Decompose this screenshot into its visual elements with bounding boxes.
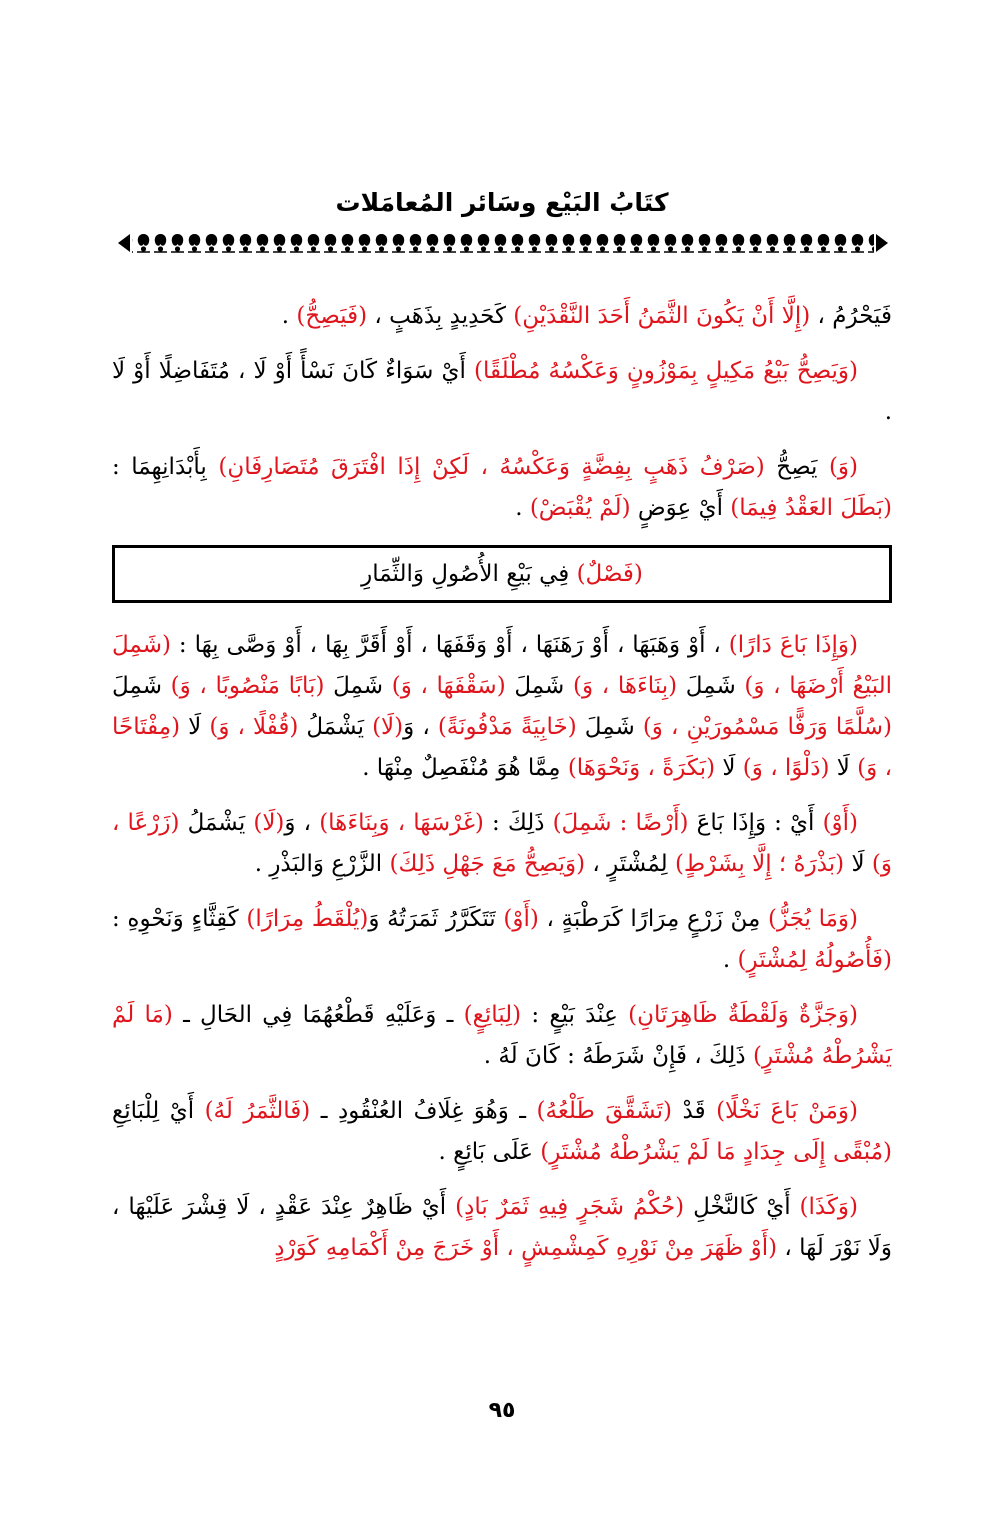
text-run: لِمُشْتَرٍ ، (585, 851, 675, 877)
quoted-matn: (غَرْسَهَا ، وَبِنَاءَهَا) (319, 810, 484, 836)
quoted-matn: (أَوْ) (822, 810, 859, 836)
quoted-matn: (شَمِلَ البَيْعُ أَرْضَهَا ، وَ) (112, 632, 893, 699)
quoted-matn: (قُفْلًا ، وَ) (209, 714, 299, 740)
quoted-matn: (وَ) (828, 454, 859, 480)
text-run: شَمِلَ (505, 673, 573, 699)
text-run: فَيَحْرُمُ ، (810, 303, 892, 329)
paragraph (112, 995, 892, 1077)
text-run: أَيْ ظَاهِرٌ عِنْدَ عَقْدٍ ، لَا قِشْرَ عَلَيْهَا ، وَلَا نَوْرَ لَهَا ، (112, 1194, 892, 1261)
quoted-matn: (صَرْفُ ذَهَبٍ بِفِضَّةٍ وَعَكْسُهُ ، لَكِنْ إِذَا افْتَرَقَ مُتَصَارِفَانِ) (218, 454, 765, 480)
text-run: عَلَى بَائِعٍ . (438, 1139, 541, 1165)
paragraph (112, 296, 892, 337)
text-run: الزَّرْعِ وَالبَذْرِ . (254, 851, 390, 877)
section-label: (فَصْلٌ) (576, 561, 643, 587)
quoted-matn: (مُبْقًى إِلَى جِدَادٍ مَا لَمْ يَشْرُطْهُ مُشْتَرٍ) (540, 1139, 892, 1165)
quoted-matn: (وَمَا يُجَزُّ) (768, 906, 859, 932)
quoted-matn: (أَرْضًا : شَمِلَ) (552, 810, 689, 836)
text-run: لَا (844, 851, 872, 877)
text-run: شَمِلَ (324, 673, 392, 699)
text-run: ، وَ (403, 714, 438, 740)
paragraph (112, 803, 892, 885)
paragraph (112, 1091, 892, 1173)
text-run: تَتَكَرَّرُ ثَمَرَتُهُ وَ (368, 906, 504, 932)
quoted-matn: (مَا لَمْ يَشْرُطْهُ مُشْتَرٍ) (112, 1002, 892, 1069)
text-run: ـ وَهُوَ غِلَافُ العُنْقُودِ ـ (310, 1098, 537, 1124)
quoted-matn: (فَالثَّمَرُ لَهُ) (204, 1098, 311, 1124)
quoted-matn: (وَكَذَا) (799, 1194, 858, 1220)
quoted-matn: (مِفْتَاحًا ، وَ) (112, 714, 892, 781)
quoted-matn: (وَيَصِحُّ مَعَ جَهْلِ ذَلِكَ) (389, 851, 586, 877)
text-run: يَشْمَلُ (298, 714, 373, 740)
quoted-matn: (لَمْ يُقْبَضْ) (529, 495, 631, 521)
text-run: شَمِلَ (576, 714, 643, 740)
text-run: لَا (180, 714, 210, 740)
paragraph (112, 351, 892, 433)
quoted-matn: (حُكْمُ شَجَرٍ فِيهِ ثَمَرٌ بَادٍ) (455, 1194, 685, 1220)
paragraph (112, 625, 892, 789)
text-run: بِأَبْدَانِهِمَا : (112, 454, 219, 480)
main-text (112, 296, 892, 1283)
quoted-matn: (أَوْ) (503, 906, 539, 932)
section-title: فِي بَيْعِ الأُصُولِ وَالثِّمَارِ (361, 561, 577, 587)
text-run: أَيْ لِلْبَائِعِ (112, 1098, 205, 1124)
text-run: أَيْ عِوَضٍ (630, 495, 731, 521)
text-run: . (281, 303, 297, 329)
quoted-matn: (تَشَقَّقَ طَلْعُهُ) (536, 1098, 673, 1124)
quoted-matn: (دَلْوًا ، وَ) (742, 755, 830, 781)
quoted-matn: (بَكَرَةً ، وَنَحْوَهَا) (567, 755, 716, 781)
quoted-matn: (خَابِيَةً مَدْفُونَةً) (437, 714, 577, 740)
text-run: . (515, 495, 530, 521)
quoted-matn: (وَمَنْ بَاعَ نَخْلًا) (716, 1098, 859, 1124)
text-run: ، أَوْ وَهَبَهَا ، أَوْ رَهَنَهَا ، أَوْ وَقَفَهَا ، أَوْ أَقَرَّ بِهَا ، أَوْ وَصَّى بِهَا : (170, 632, 729, 658)
quoted-matn: (وَجَزَّةٌ وَلَقْطَةٌ ظَاهِرَتَانِ) (628, 1002, 858, 1028)
quoted-matn: (لَا) (253, 810, 285, 836)
text-run: عِنْدَ بَيْعٍ : (521, 1002, 629, 1028)
quoted-matn: (وَيَصِحُّ بَيْعُ مَكِيلٍ بِمَوْزُونٍ وَعَكْسُهُ مُطْلَقًا) (473, 358, 858, 384)
quoted-matn: (بِنَاءَهَا ، وَ) (573, 673, 678, 699)
text-run: أَيْ : وَإِذَا بَاعَ (688, 810, 823, 836)
section-heading-box (112, 545, 892, 603)
text-run: لَا (715, 755, 743, 781)
text-run: لَا (829, 755, 858, 781)
text-run: يَشْمَلُ (179, 810, 254, 836)
text-run: ذَلِكَ : (483, 810, 553, 836)
text-run: ، وَ (284, 810, 320, 836)
quoted-matn: (لَا) (372, 714, 404, 740)
quoted-matn: (فَأُصُولُهُ لِمُشْتَرٍ) (737, 947, 892, 973)
paragraph (112, 899, 892, 981)
paragraph (112, 1187, 892, 1269)
text-run: كَقِثَّاءٍ وَنَحْوِهِ : (112, 906, 247, 932)
text-run: مِمَّا هُوَ مُنْفَصِلٌ مِنْهَا . (362, 755, 568, 781)
page-number: ٩٥ (488, 1398, 516, 1423)
text-run: قَدْ (672, 1098, 717, 1124)
quoted-matn: (سُلَّمًا وَرَفًّا مَسْمُورَيْنِ ، وَ) (642, 714, 892, 740)
quoted-matn: (إِلَّا أَنْ يَكُونَ الثَّمَنُ أَحَدَ النَّقْدَيْنِ) (513, 303, 811, 329)
running-header: كتَابُ البَيْع وسَائر المُعامَلات (335, 188, 669, 217)
quoted-matn: (بَذْرَهُ ؛ إِلَّا بِشَرْطٍ) (674, 851, 845, 877)
quoted-matn: (بَطَلَ العَقْدُ فِيمَا) (730, 495, 892, 521)
quoted-matn: (وَإِذَا بَاعَ دَارًا) (728, 632, 858, 658)
quoted-matn: (أَوْ ظَهَرَ مِنْ نَوْرِهِ كَمِشْمِشٍ ، أَوْ خَرَجَ مِنْ أَكْمَامِهِ كَوَرْدٍ (274, 1235, 778, 1261)
text-run: . (722, 947, 738, 973)
paragraph (112, 447, 892, 529)
text-run: ـ وَعَلَيْهِ قَطْعُهُمَا فِي الحَالِ ـ (172, 1002, 464, 1028)
quoted-matn: (لِبَائِعٍ) (463, 1002, 522, 1028)
quoted-matn: (بَابًا مَنْصُوبًا ، وَ) (170, 673, 325, 699)
ornamental-border-icon (118, 232, 888, 254)
quoted-matn: (سَقْفَهَا ، وَ) (391, 673, 506, 699)
text-run: يَصِحُّ (764, 454, 829, 480)
text-run: كَحَدِيدٍ بِذَهَبٍ ، (367, 303, 514, 329)
quoted-matn: (يُلْقَطُ مِرَارًا) (246, 906, 369, 932)
text-run: أَيْ كَالنَّخْلِ (684, 1194, 800, 1220)
text-run: أَيْ سَوَاءٌ كَانَ نَسْأً أَوْ لَا ، مُتَفَاضِلًا أَوْ لَا . (112, 358, 892, 425)
text-run: شَمِلَ (112, 673, 171, 699)
text-run: ذَلِكَ ، فَإِنْ شَرَطَهُ : كَانَ لَهُ . (483, 1043, 753, 1069)
quoted-matn: (فَيَصِحُّ) (296, 303, 368, 329)
text-run: شَمِلَ (677, 673, 745, 699)
quoted-matn: (زَرْعًا ، وَ) (112, 810, 892, 877)
text-run: مِنْ زَرْعٍ مِرَارًا كَرَطْبَةٍ ، (538, 906, 769, 932)
